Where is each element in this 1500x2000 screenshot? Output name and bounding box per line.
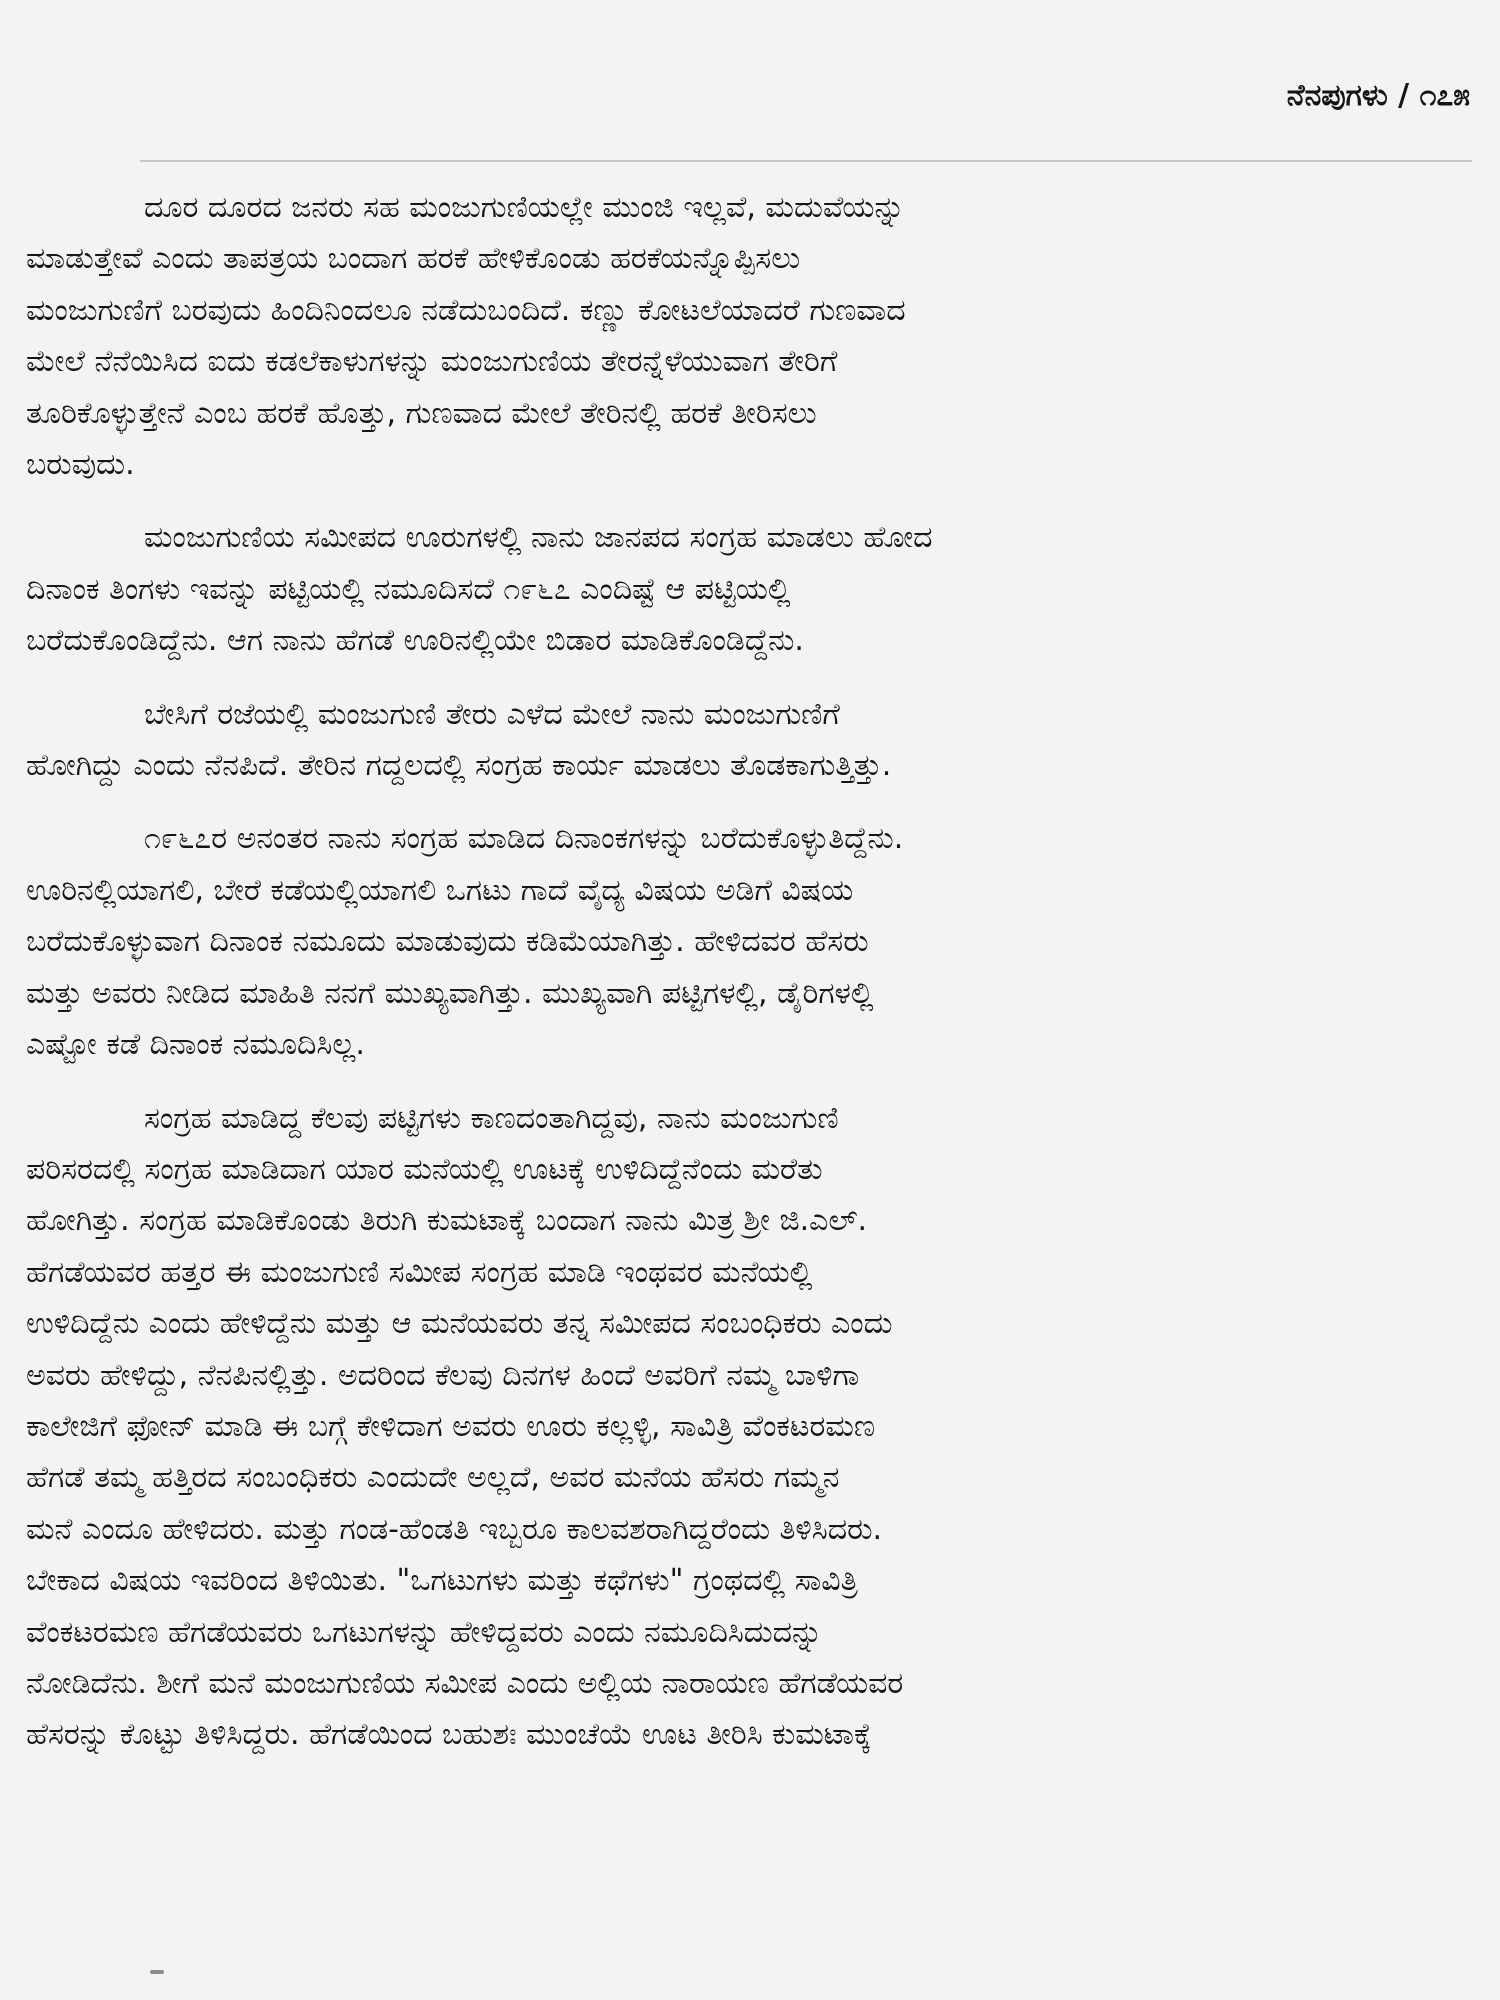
scan-speck — [150, 1970, 164, 1974]
paragraph-1: ದೂರ ದೂರದ ಜನರು ಸಹ ಮಂಜುಗುಣಿಯಲ್ಲೇ ಮುಂಜಿ ಇಲ್ಲವೆ, ಮದುವೆಯನ್ನು ಮಾಡುತ್ತೇವೆ ಎಂದು ತಾಪತ್ರಯ ಬಂದಾಗ ಹರಕೆ ಹೇಳಿಕೊಂಡು ಹರಕೆಯನ್ನೊಪ್ಪಿಸಲು ಮಂಜುಗುಣಿಗೆ ಬರವುದು ಹಿಂದಿನಿಂದಲೂ ನಡೆದುಬಂದಿದೆ. ಕಣ್ಣು ಕೋಟಲೆಯಾದರೆ ಗುಣವಾದ ಮೇಲೆ ನೆನೆಯಿಸಿದ ಐದು ಕಡಲೆಕಾಳುಗಳನ್ನು ಮಂಜುಗುಣಿಯ ತೇರನ್ನೆಳೆಯುವಾಗ ತೇರಿಗೆ ತೂರಿಕೊಳ್ಳುತ್ತೇನೆ ಎಂಬ ಹರಕೆ ಹೊತ್ತು, ಗುಣವಾದ ಮೇಲೆ ತೇರಿನಲ್ಲಿ ಹರಕೆ ತೀರಿಸಲು ಬರುವುದು. — [26, 190, 906, 483]
running-head: ನೆನಪುಗಳು / ೧೭೫ — [1286, 78, 1470, 113]
paragraph-4: ೧೯೬೭ರ ಅನಂತರ ನಾನು ಸಂಗ್ರಹ ಮಾಡಿದ ದಿನಾಂಕಗಳನ್ನು ಬರೆದುಕೊಳ್ಳುತಿದ್ದೆನು. ಊರಿನಲ್ಲಿಯಾಗಲಿ, ಬೇರೆ ಕಡೆಯಲ್ಲಿಯಾಗಲಿ ಒಗಟು ಗಾದೆ ವೈದ್ಯ ವಿಷಯ ಅಡಿಗೆ ವಿಷಯ ಬರೆದುಕೊಳ್ಳುವಾಗ ದಿನಾಂಕ ನಮೂದು ಮಾಡುವುದು ಕಡಿಮೆಯಾಗಿತ್ತು. ಹೇಳಿದವರ ಹೆಸರು ಮತ್ತು ಅವರು ನೀಡಿದ ಮಾಹಿತಿ ನನಗೆ ಮುಖ್ಯವಾಗಿತ್ತು. ಮುಖ್ಯವಾಗಿ ಪಟ್ಟಿಗಳಲ್ಲಿ, ಡೈರಿಗಳಲ್ಲಿ ಎಷ್ಟೋ ಕಡೆ ದಿನಾಂಕ ನಮೂದಿಸಿಲ್ಲ. — [26, 821, 904, 1063]
paragraph-3: ಬೇಸಿಗೆ ರಜೆಯಲ್ಲಿ ಮಂಜುಗುಣಿ ತೇರು ಎಳೆದ ಮೇಲೆ ನಾನು ಮಂಜುಗುಣಿಗೆ ಹೋಗಿದ್ದು ಎಂದು ನೆನಪಿದೆ. ತೇರಿನ ಗದ್ದಲದಲ್ಲಿ ಸಂಗ್ರಹ ಕಾರ್ಯ ಮಾಡಲು ತೊಡಕಾಗುತ್ತಿತ್ತು. — [26, 696, 892, 784]
paragraph-2: ಮಂಜುಗುಣಿಯ ಸಮೀಪದ ಊರುಗಳಲ್ಲಿ ನಾನು ಜಾನಪದ ಸಂಗ್ರಹ ಮಾಡಲು ಹೋದ ದಿನಾಂಕ ತಿಂಗಳು ಇವನ್ನು ಪಟ್ಟಿಯಲ್ಲಿ ನಮೂದಿಸದೆ ೧೯೬೭ ಎಂದಿಷ್ಟೆ ಆ ಪಟ್ಟಿಯಲ್ಲಿ ಬರೆದುಕೊಂಡಿದ್ದೆನು. ಆಗ ನಾನು ಹೆಗಡೆ ಊರಿನಲ್ಲಿಯೇ ಬಿಡಾರ ಮಾಡಿಕೊಂಡಿದ್ದೆನು. — [26, 520, 933, 659]
header-rule — [140, 160, 1472, 162]
body-text — [26, 182, 1466, 1783]
paragraph-5: ಸಂಗ್ರಹ ಮಾಡಿದ್ದ ಕೆಲವು ಪಟ್ಟಿಗಳು ಕಾಣದಂತಾಗಿದ್ದವು, ನಾನು ಮಂಜುಗುಣಿ ಪರಿಸರದಲ್ಲಿ ಸಂಗ್ರಹ ಮಾಡಿದಾಗ ಯಾರ ಮನೆಯಲ್ಲಿ ಊಟಕ್ಕೆ ಉಳಿದಿದ್ದೆನೆಂದು ಮರೆತು ಹೋಗಿತ್ತು. ಸಂಗ್ರಹ ಮಾಡಿಕೊಂಡು ತಿರುಗಿ ಕುಮಟಾಕ್ಕೆ ಬಂದಾಗ ನಾನು ಮಿತ್ರ ಶ್ರೀ ಜಿ.ಎಲ್. ಹೆಗಡೆಯವರ ಹತ್ತರ ಈ ಮಂಜುಗುಣಿ ಸಮೀಪ ಸಂಗ್ರಹ ಮಾಡಿ ಇಂಥವರ ಮನೆಯಲ್ಲಿ ಉಳಿದಿದ್ದೆನು ಎಂದು ಹೇಳಿದ್ದೆನು ಮತ್ತು ಆ ಮನೆಯವರು ತನ್ನ ಸಮೀಪದ ಸಂಬಂಧಿಕರು ಎಂದು ಅವರು ಹೇಳಿದ್ದು, ನೆನಪಿನಲ್ಲಿತ್ತು. ಅದರಿಂದ ಕೆಲವು ದಿನಗಳ ಹಿಂದೆ ಅವರಿಗೆ ನಮ್ಮ ಬಾಳಿಗಾ ಕಾಲೇಜಿಗೆ ಫೋನ್ ಮಾಡಿ ಈ ಬಗ್ಗೆ ಕೇಳಿದಾಗ ಅವರು ಊರು ಕಲ್ಲಳ್ಳಿ, ಸಾವಿತ್ರಿ ವೆಂಕಟರಮಣ ಹೆಗಡೆ ತಮ್ಮ ಹತ್ತಿರದ ಸಂಬಂಧಿಕರು ಎಂದುದೇ ಅಲ್ಲದೆ, ಅವರ ಮನೆಯ ಹೆಸರು ಗಮ್ಮನ ಮನೆ ಎಂದೂ ಹೇಳಿದರು. ಮತ್ತು ಗಂಡ-ಹೆಂಡತಿ ಇಬ್ಬರೂ ಕಾಲವಶರಾಗಿದ್ದರೆಂದು ತಿಳಿಸಿದರು. ಬೇಕಾದ ವಿಷಯ ಇವರಿಂದ ತಿಳಿಯಿತು. "ಒಗಟುಗಳು ಮತ್ತು ಕಥೆಗಳು" ಗ್ರಂಥದಲ್ಲಿ ಸಾವಿತ್ರಿ ವೆಂಕಟರಮಣ ಹೆಗಡೆಯವರು ಒಗಟುಗಳನ್ನು ಹೇಳಿದ್ದವರು ಎಂದು ನಮೂದಿಸಿದುದನ್ನು ನೋಡಿದೆನು. ಶೀಗೆ ಮನೆ ಮಂಜುಗುಣಿಯ ಸಮೀಪ ಎಂದು ಅಲ್ಲಿಯ ನಾರಾಯಣ ಹೆಗಡೆಯವರ ಹೆಸರನ್ನು ಕೊಟ್ಟು ತಿಳಿಸಿದ್ದರು. ಹೆಗಡೆಯಿಂದ ಬಹುಶಃ ಮುಂಚೆಯೆ ಊಟ ತೀರಿಸಿ ಕುಮಟಾಕ್ಕೆ — [26, 1100, 904, 1753]
